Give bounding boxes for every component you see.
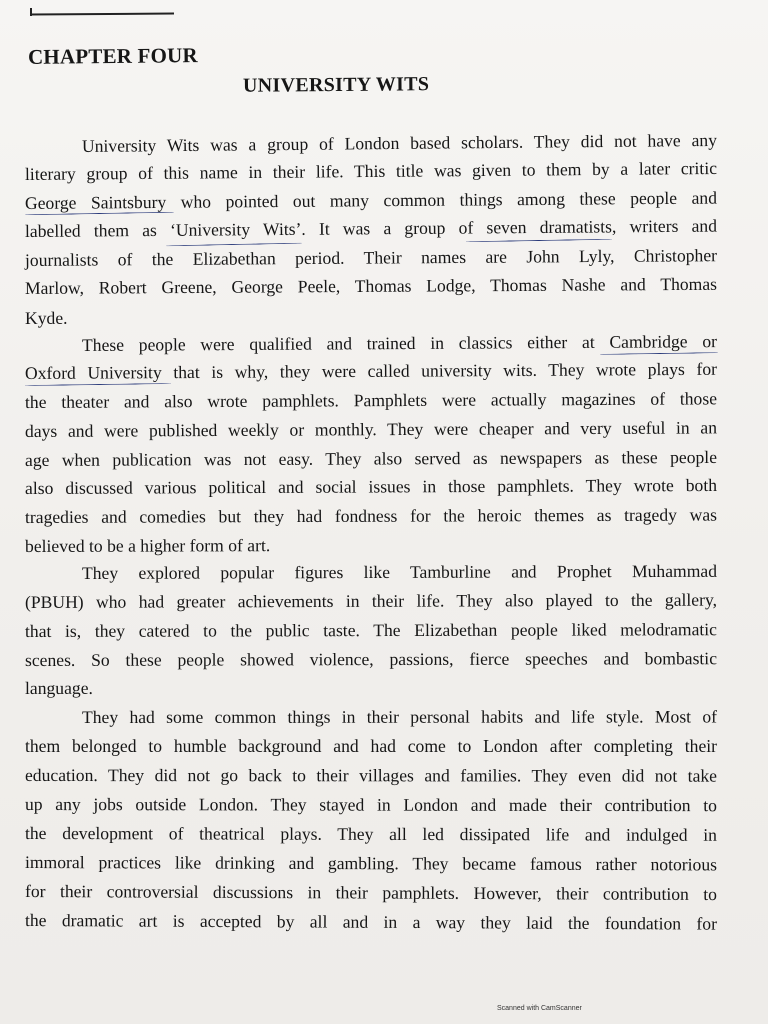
text-line: scenes. So these people showed violence, passions, fierce speeches and bombastic: [24, 648, 718, 670]
text-line: the development of theatrical plays. They all led dissipated life and indulged in: [24, 823, 718, 845]
text-line: labelled them as ‘University Wits’. It was a group of seven dramatists, writers and: [24, 215, 718, 241]
chapter-heading: CHAPTER FOUR: [27, 43, 198, 69]
text-line: the dramatic art is accepted by all and in a way they laid the foundation for: [24, 910, 718, 934]
text-line: for their controversial discussions in their pamphlets. However, their contribution to: [24, 881, 718, 905]
text-line: Kyde.: [24, 307, 68, 328]
text-line: language.: [24, 677, 93, 698]
scanner-watermark: Scanned with CamScanner: [497, 1005, 582, 1012]
text-line: These people were qualified and trained in classics either at Cambridge or: [81, 331, 718, 355]
text-line: up any jobs outside London. They stayed in London and made their contribution to: [24, 794, 718, 816]
text-line: literary group of this name in their life. This title was given to them by a later critic: [24, 157, 718, 184]
text-line: believed to be a higher form of art.: [24, 535, 271, 556]
text-line: tragedies and comedies but they had fondness for the heroic themes as tragedy was: [24, 504, 718, 527]
text-line: immoral practices like drinking and gambling. They became famous rather notorious: [24, 852, 718, 875]
top-rule: [30, 12, 174, 15]
text-line: They had some common things in their personal habits and life style. Most of: [81, 706, 718, 727]
text-line: (PBUH) who had greater achievements in their life. They also played to the gallery,: [24, 589, 718, 612]
text-line: age when publication was not easy. They also served as newspapers as these people: [24, 446, 718, 470]
text-line: that is, they catered to the public taste. The Elizabethan people liked melodramatic: [24, 619, 718, 641]
text-line: George Saintsbury who pointed out many common things among these people and: [24, 187, 718, 213]
text-line: Marlow, Robert Greene, George Peele, Thomas Lodge, Thomas Nashe and Thomas: [24, 273, 718, 298]
text-line: them belonged to humble background and had come to London after completing their: [25, 736, 717, 756]
text-line: journalists of the Elizabethan period. Their names are John Lyly, Christopher: [24, 245, 718, 270]
text-line: University Wits was a group of London based scholars. They did not have any: [81, 129, 718, 156]
pen-underline: [166, 243, 302, 247]
text-line: education. They did not go back to their villages and families. They even did not take: [24, 765, 718, 786]
chapter-title: UNIVERSITY WITS: [242, 73, 430, 97]
text-line: also discussed various political and social issues in those pamphlets. They wrote both: [24, 474, 718, 498]
text-line: They explored popular figures like Tamburline and Prophet Muhammad: [81, 560, 718, 583]
text-line: the theater and also wrote pamphlets. Pamphlets were actually magazines of those: [24, 388, 718, 412]
text-line: Oxford University that is why, they were called university wits. They wrote plays for: [24, 358, 718, 383]
text-line: days and were published weekly or monthly. They were cheaper and very useful in an: [24, 417, 718, 441]
